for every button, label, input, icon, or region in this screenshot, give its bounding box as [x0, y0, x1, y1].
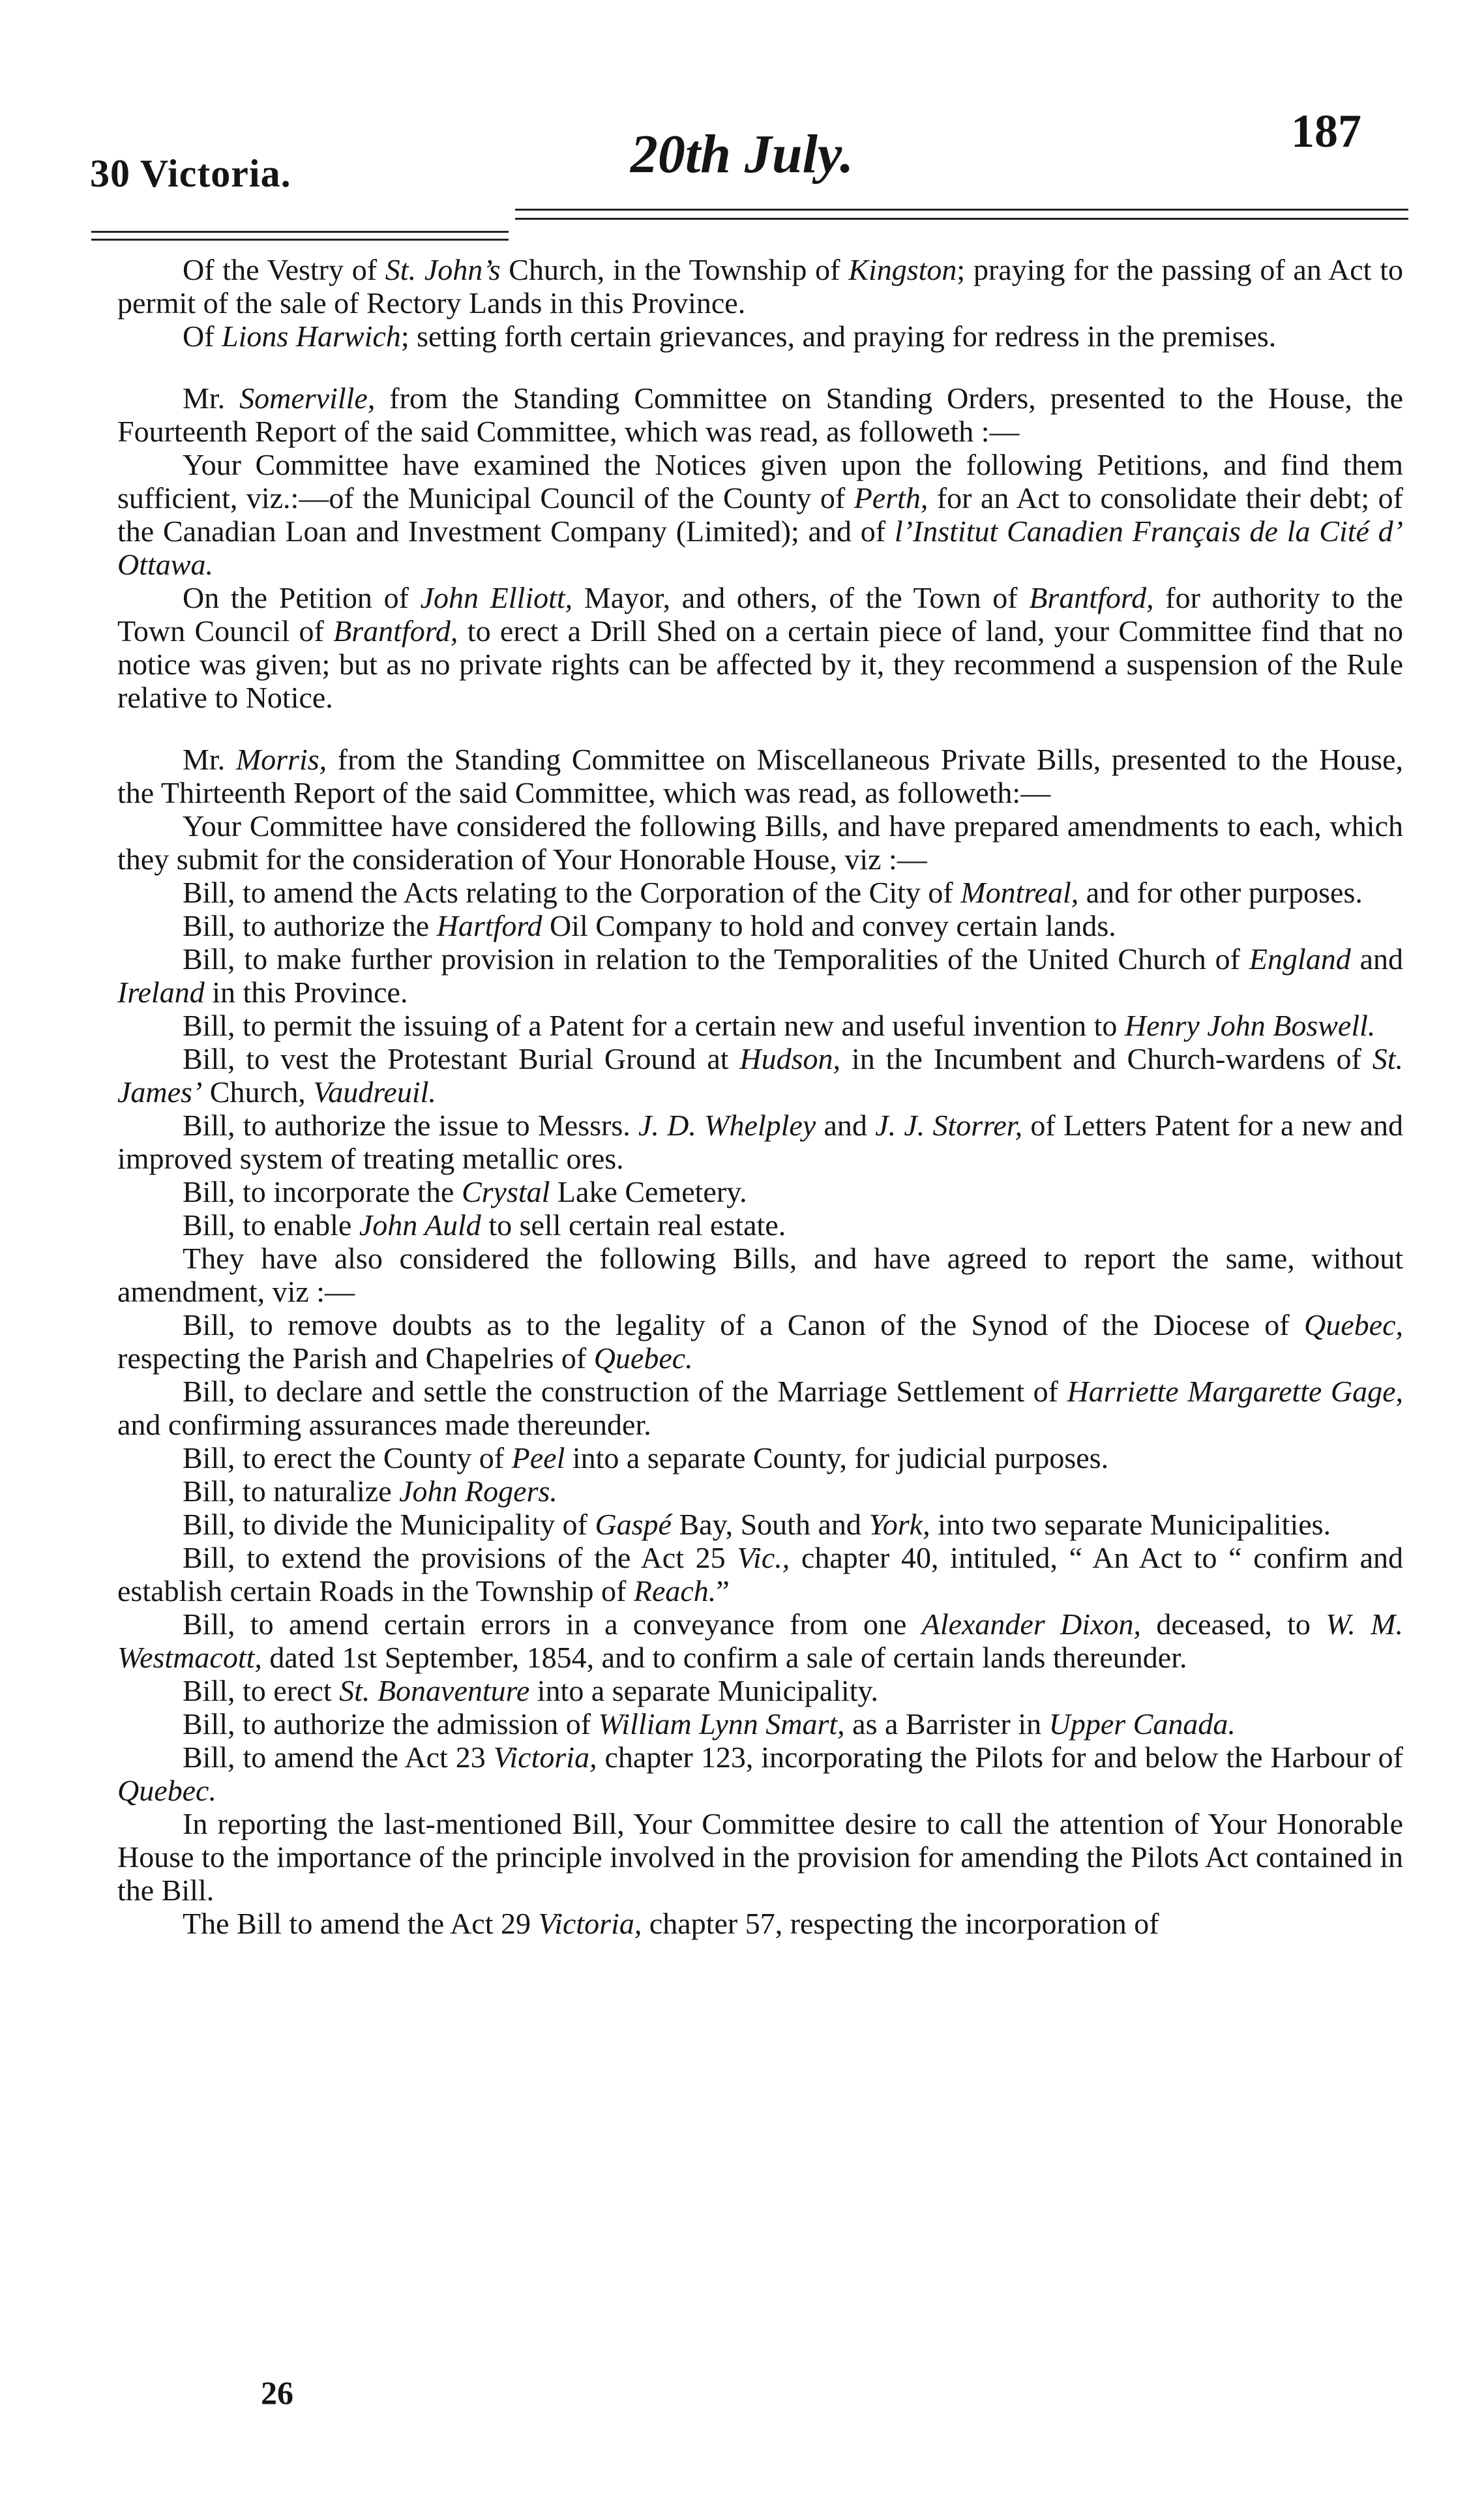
text-run: Your Committee have considered the following Bills, and have prepared amendments to each, which they submit for the consideration of Your Honorable House, viz :—	[117, 809, 1403, 876]
text-run: Mr.	[183, 743, 236, 776]
paragraph	[117, 1042, 1403, 1109]
text-run: Church, in the Township of	[500, 253, 849, 286]
running-header-date: 20th July.	[630, 124, 854, 185]
text-run: Bill, to authorize the issue to Messrs.	[183, 1109, 638, 1142]
paragraph	[117, 942, 1403, 1009]
paragraph	[117, 1441, 1403, 1474]
text-run: Mr.	[183, 381, 240, 415]
italic-name: Gaspé	[595, 1508, 672, 1541]
header-rule-right-top	[515, 209, 1408, 211]
italic-name: W. M. Westmacott,	[117, 1607, 1403, 1674]
text-run: Bill, to erect	[183, 1674, 340, 1707]
text-run: Mayor, and others, of the Town of	[572, 581, 1030, 614]
text-run: The Bill to amend the Act 29	[183, 1907, 539, 1940]
text-run: chapter 40, intituled, “ An Act to “ confirm and establish certain Roads in the Township of	[117, 1541, 1403, 1607]
italic-name: Ireland	[117, 976, 205, 1009]
paragraph	[117, 1175, 1403, 1208]
text-run: respecting the Parish and Chapelries of	[117, 1341, 594, 1375]
paragraph	[117, 253, 1403, 320]
header-rule-left-bottom	[91, 239, 509, 241]
paragraph	[117, 1707, 1403, 1741]
signature-mark: 26	[261, 2374, 293, 2411]
italic-name: St. James’	[117, 1042, 1403, 1109]
text-run: Bill, to amend certain errors in a conveyance from one	[183, 1607, 922, 1641]
text-run: and for other purposes.	[1078, 876, 1363, 909]
paragraph	[117, 876, 1403, 909]
italic-name: Lions Harwich	[222, 320, 401, 353]
text-run: On the Petition of	[183, 581, 421, 614]
text-run: Bill, to incorporate the	[183, 1175, 462, 1208]
paragraph	[117, 1607, 1403, 1674]
header-rule-right-bottom	[515, 218, 1408, 220]
italic-name: Vic.,	[737, 1541, 790, 1574]
text-run: They have also considered the following Bills, and have agreed to report the same, without amendment, viz :—	[117, 1242, 1403, 1308]
text-run: for authority to the Town Council of	[117, 581, 1403, 648]
italic-name: Victoria,	[538, 1907, 642, 1940]
paragraph	[117, 1109, 1403, 1175]
italic-name: Victoria,	[493, 1741, 597, 1774]
text-run: Bill, to enable	[183, 1208, 359, 1242]
text-run: from the Standing Committee on Standing Orders, presented to the House, the Fourteenth Report of the said Committee, which was read, as followeth :—	[117, 381, 1404, 448]
text-run: of Letters Patent for a new and improved system of treating metallic ores.	[117, 1109, 1403, 1175]
paragraph	[117, 809, 1403, 876]
text-run: from the Standing Committee on Miscellaneous Private Bills, presented to the House, the Thirteenth Report of the said Committee, which was read, as followeth:—	[117, 743, 1404, 809]
italic-name: Brantford,	[333, 614, 458, 648]
page-number: 187	[1291, 105, 1361, 157]
italic-name: Upper Canada.	[1048, 1707, 1236, 1741]
paragraph	[117, 1508, 1403, 1541]
italic-name: Brantford,	[1029, 581, 1154, 614]
text-run: to sell certain real estate.	[481, 1208, 786, 1242]
italic-name: Crystal	[461, 1175, 550, 1208]
paragraph	[117, 581, 1403, 714]
paragraph	[117, 448, 1403, 581]
text-run: In reporting the last-mentioned Bill, Your Committee desire to call the attention of Your Honorable House to the importance of the principle involved in the provision for amending the Pilots Act contained in the Bill.	[117, 1807, 1403, 1907]
text-run: chapter 57, respecting the incorporation of	[642, 1907, 1159, 1940]
text-run: ; setting forth certain grievances, and praying for redress in the premises.	[400, 320, 1277, 353]
text-run: Bill, to remove doubts as to the legality of a Canon of the Synod of the Diocese of	[183, 1308, 1305, 1341]
paragraph	[117, 1541, 1403, 1607]
italic-name: Montreal,	[960, 876, 1079, 909]
text-run: ”	[716, 1574, 730, 1607]
italic-name: Perth,	[853, 481, 928, 515]
italic-name: Alexander Dixon,	[921, 1607, 1141, 1641]
text-run: Of the Vestry of	[183, 253, 385, 286]
text-run: Bill, to extend the provisions of the Act 25	[183, 1541, 737, 1574]
text-run: Bill, to amend the Acts relating to the Corporation of the City of	[183, 876, 961, 909]
text-run: into a separate Municipality.	[529, 1674, 879, 1707]
italic-name: England	[1249, 942, 1351, 976]
italic-name: Kingston	[848, 253, 957, 286]
text-run: chapter 123, incorporating the Pilots for and below the Harbour of	[597, 1741, 1403, 1774]
italic-name: William Lynn Smart,	[598, 1707, 845, 1741]
text-run: and	[1350, 942, 1403, 976]
text-run: Bay, South and	[671, 1508, 869, 1541]
italic-name: St. Bonaventure	[339, 1674, 530, 1707]
italic-name: Quebec.	[117, 1774, 216, 1807]
text-run: into a separate County, for judicial purposes.	[565, 1441, 1109, 1474]
journal-body-text	[117, 253, 1403, 1940]
italic-name: Hartford	[436, 909, 542, 942]
text-run: Bill, to amend the Act 23	[183, 1741, 494, 1774]
text-run: Your Committee have examined the Notices given upon the following Petitions, and find them sufficient, viz.:—of the Municipal Council of the County of	[117, 448, 1403, 515]
paragraph	[117, 1242, 1403, 1308]
italic-name: St. John’s	[385, 253, 501, 286]
text-run: for an Act to consolidate their debt; of the Canadian Loan and Investment Company (Limited); and of	[117, 481, 1403, 548]
paragraph	[117, 1674, 1403, 1707]
text-run: into two separate Municipalities.	[930, 1508, 1331, 1541]
text-run: dated 1st September, 1854, and to confirm a sale of certain lands thereunder.	[261, 1641, 1187, 1674]
italic-name: Reach.	[633, 1574, 717, 1607]
italic-name: J. J. Storrer,	[875, 1109, 1023, 1142]
text-run: Bill, to naturalize	[183, 1474, 400, 1508]
paragraph	[117, 320, 1403, 353]
text-run: Bill, to divide the Municipality of	[183, 1508, 595, 1541]
text-run: as a Barrister in	[844, 1707, 1049, 1741]
paragraph	[117, 1741, 1403, 1807]
italic-name: John Auld	[359, 1208, 481, 1242]
header-rule-left-top	[91, 231, 509, 233]
italic-name: Somerville,	[239, 381, 376, 415]
paragraph	[117, 1009, 1403, 1042]
text-run: Oil Company to hold and convey certain lands.	[542, 909, 1116, 942]
text-run: deceased, to	[1141, 1607, 1326, 1641]
paragraph	[117, 1308, 1403, 1375]
italic-name: Peel	[511, 1441, 565, 1474]
italic-name: Hudson,	[739, 1042, 841, 1075]
text-run: and confirming assurances made thereunder.	[117, 1408, 651, 1441]
italic-name: Harriette Margarette Gage,	[1067, 1375, 1404, 1408]
italic-name: John Elliott,	[420, 581, 573, 614]
text-run: Bill, to permit the issuing of a Patent for a certain new and useful invention to	[183, 1009, 1125, 1042]
italic-name: Vaudreuil.	[313, 1075, 436, 1109]
text-run: to erect a Drill Shed on a certain piece of land, your Committee find that no notice was given; but as no private rights can be affected by it, they recommend a suspension of the Rule relative to Notice.	[117, 614, 1403, 714]
text-run: Bill, to erect the County of	[183, 1441, 512, 1474]
paragraph	[117, 909, 1403, 942]
text-run: Of	[183, 320, 222, 353]
italic-name: Quebec.	[593, 1341, 693, 1375]
text-run: Bill, to vest the Protestant Burial Ground at	[183, 1042, 740, 1075]
text-run: Lake Cemetery.	[550, 1175, 747, 1208]
italic-name: Quebec,	[1304, 1308, 1403, 1341]
paragraph	[117, 1208, 1403, 1242]
paragraph	[117, 1907, 1403, 1940]
text-run: Church,	[202, 1075, 314, 1109]
paragraph	[117, 1375, 1403, 1441]
text-run: ; praying for the passing of an Act to permit of the sale of Rectory Lands in this Province.	[117, 253, 1403, 320]
italic-name: York,	[868, 1508, 930, 1541]
italic-name: Morris,	[235, 743, 327, 776]
paragraph	[117, 1807, 1403, 1907]
text-run: in the Incumbent and Church-wardens of	[840, 1042, 1373, 1075]
text-run: Bill, to authorize the admission of	[183, 1707, 599, 1741]
text-run: in this Province.	[204, 976, 408, 1009]
italic-name: J. D. Whelpley	[638, 1109, 816, 1142]
paragraph	[117, 381, 1403, 448]
text-run: Bill, to make further provision in relation to the Temporalities of the United Church of	[183, 942, 1249, 976]
paragraph	[117, 743, 1403, 809]
text-run: and	[816, 1109, 876, 1142]
italic-name: l’Institut Canadien Français de la Cité d’ Ottawa.	[117, 515, 1404, 581]
paragraph	[117, 1474, 1403, 1508]
italic-name: Henry John Boswell.	[1124, 1009, 1376, 1042]
italic-name: John Rogers.	[399, 1474, 557, 1508]
text-run: Bill, to declare and settle the construction of the Marriage Settlement of	[183, 1375, 1067, 1408]
text-run: Bill, to authorize the	[183, 909, 437, 942]
running-header-session: 30 Victoria.	[90, 152, 291, 195]
